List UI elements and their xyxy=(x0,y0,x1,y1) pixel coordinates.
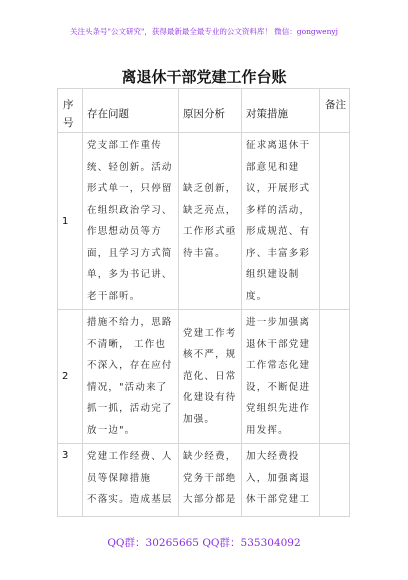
cause-cell xyxy=(179,310,242,444)
text-line: 加强。 xyxy=(183,413,216,425)
text-line: 在组织政治学习、 xyxy=(87,204,173,216)
text-line: 面，且学习方式简 xyxy=(87,247,173,259)
footer-qq: QQ群：30265665 QQ群：535304092 xyxy=(107,537,301,549)
text-line: 范化、日常 xyxy=(183,370,237,382)
text-line: 退休干部党建 xyxy=(246,338,311,350)
measure-cell xyxy=(242,310,320,444)
text-line: 不深入，存在应付 xyxy=(87,360,173,371)
text-line: 党组织先进作 xyxy=(246,403,311,414)
text-line: 情况，"活动来了 xyxy=(87,381,168,393)
measure-cell xyxy=(242,444,320,517)
text-line: 不清晰， 工作也 xyxy=(87,338,167,350)
text-line: 休干部党建工 xyxy=(246,494,311,505)
header-problem: 存在问题 xyxy=(83,89,179,133)
text-line: 形式单一，只停留 xyxy=(87,183,173,194)
text-line: 多样的活动， xyxy=(246,204,311,216)
note-cell xyxy=(320,133,350,310)
cause-cell xyxy=(179,133,242,310)
header-note-col: 备注 xyxy=(320,89,350,133)
text-line: 核不严，规 xyxy=(183,349,237,361)
table-row xyxy=(58,133,350,310)
text-line: 员等保障措施 xyxy=(87,472,152,484)
text-line: 党建工作经费、人 xyxy=(87,451,173,462)
table-header-row xyxy=(58,89,350,133)
text-line: 党务干部绝 xyxy=(183,472,237,484)
cause-cell xyxy=(179,444,242,517)
text-line: 工作形式亟 xyxy=(183,226,237,237)
header-no: 序号 xyxy=(58,89,83,133)
text-line: 组织建设制 xyxy=(246,269,300,280)
table-row xyxy=(58,444,350,517)
text-line: 统、轻创新。活动 xyxy=(87,161,173,173)
text-line: 入，加强离退 xyxy=(246,472,311,484)
note-cell xyxy=(320,310,350,444)
text-line: 设，不断促进 xyxy=(246,381,311,393)
text-line: 抓一抓，活动完了 xyxy=(87,403,173,414)
text-line: 缺乏亮点， xyxy=(183,204,237,216)
text-line: 工作常态化建 xyxy=(246,360,311,371)
text-line: 部意见和建 xyxy=(246,161,300,173)
text-line: 不落实。造成基层 xyxy=(87,494,173,505)
text-line: 度。 xyxy=(246,290,268,302)
row-number: 2 xyxy=(58,310,83,444)
text-line: 化建设有待 xyxy=(183,392,237,404)
problem-cell xyxy=(83,310,179,444)
problem-cell xyxy=(83,133,179,310)
text-line: 加大经费投 xyxy=(246,451,300,462)
problem-cell xyxy=(83,444,179,517)
row-number: 3 xyxy=(58,444,83,517)
row-number: 1 xyxy=(58,133,83,310)
text-line: 作思想动员等方 xyxy=(87,226,162,237)
document-title: 离退休干部党建工作台账 xyxy=(121,68,287,86)
text-line: 党建工作考 xyxy=(183,327,237,339)
text-line: 征求离退休干 xyxy=(246,140,311,151)
measure-cell xyxy=(242,133,320,310)
ledger-table xyxy=(57,88,350,517)
text-line: 待丰富。 xyxy=(183,247,226,259)
text-line: 党支部工作重传 xyxy=(87,140,162,151)
text-line: 进一步加强离 xyxy=(246,317,311,328)
text-line: 序、丰富多彩 xyxy=(246,247,311,259)
text-line: 放一边"。 xyxy=(87,424,136,436)
text-line: 老干部听。 xyxy=(87,290,141,302)
text-line: 用发挥。 xyxy=(246,424,289,436)
text-line: 单，多为书记讲、 xyxy=(87,269,173,280)
header-measure: 对策措施 xyxy=(242,89,320,133)
text-line: 大部分都是 xyxy=(183,494,237,505)
header-cause: 原因分析 xyxy=(179,89,242,133)
text-line: 缺少经费， xyxy=(183,451,237,462)
note-cell xyxy=(320,444,350,517)
table-row xyxy=(58,310,350,444)
text-line: 措施不给力，思路 xyxy=(87,317,173,328)
header-note: 关注头条号"公文研究"，获得最新最全最专业的公文资料库！ 微信：gongwenyj xyxy=(70,27,338,36)
text-line: 缺乏创新， xyxy=(183,183,237,194)
text-line: 议，开展形式 xyxy=(246,183,311,194)
text-line: 形成规范、有 xyxy=(246,226,311,237)
